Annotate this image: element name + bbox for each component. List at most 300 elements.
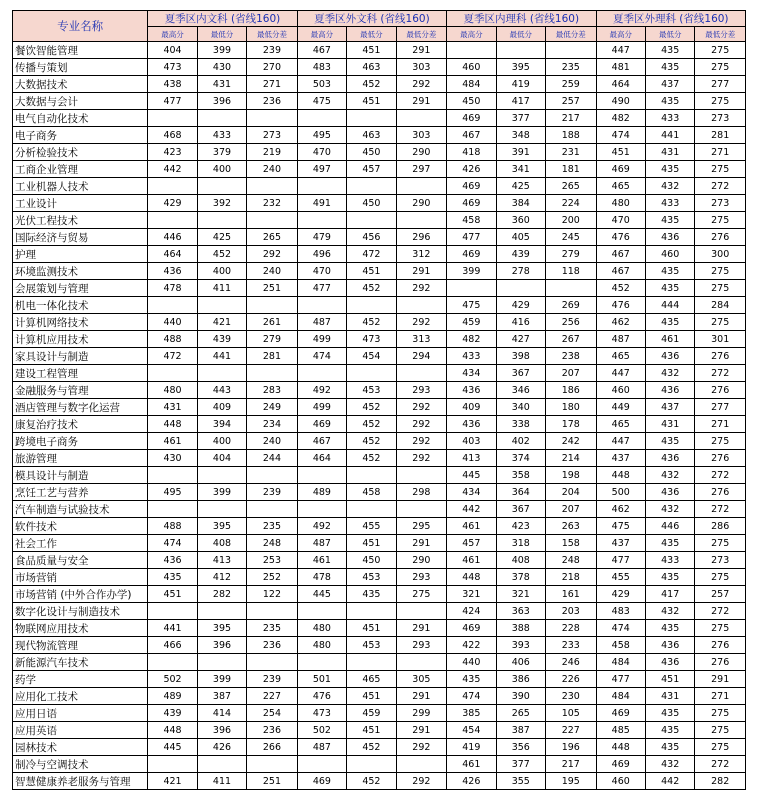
score-cell: 421: [148, 773, 197, 790]
score-cell: [247, 756, 297, 773]
score-cell: 465: [596, 178, 645, 195]
table-row: [13, 127, 746, 144]
score-cell: 275: [695, 263, 746, 280]
score-cell: 236: [247, 93, 297, 110]
score-cell: 469: [596, 756, 645, 773]
table-row: [13, 739, 746, 756]
score-cell: [148, 297, 197, 314]
score-cell: 483: [297, 59, 346, 76]
score-cell: 235: [247, 518, 297, 535]
score-cell: 406: [496, 654, 545, 671]
score-cell: 338: [496, 416, 545, 433]
score-cell: 265: [546, 178, 596, 195]
score-cell: 416: [496, 314, 545, 331]
score-cell: 451: [596, 144, 645, 161]
score-cell: 447: [596, 365, 645, 382]
major-name-cell: 计算机应用技术: [13, 331, 148, 348]
table-row: [13, 263, 746, 280]
score-cell: 275: [695, 280, 746, 297]
major-name-cell: 大数据技术: [13, 76, 148, 93]
score-cell: 403: [447, 433, 496, 450]
score-cell: [297, 297, 346, 314]
score-cell: 275: [695, 620, 746, 637]
score-cell: [148, 467, 197, 484]
table-row: [13, 110, 746, 127]
score-cell: 299: [396, 705, 446, 722]
admission-scores-table-wrapper: [12, 10, 746, 790]
score-cell: 207: [546, 365, 596, 382]
score-cell: 417: [496, 93, 545, 110]
score-cell: [197, 654, 246, 671]
score-cell: 292: [396, 433, 446, 450]
score-cell: 452: [347, 76, 396, 93]
score-cell: 360: [496, 212, 545, 229]
score-cell: 467: [297, 433, 346, 450]
score-cell: 480: [297, 637, 346, 654]
score-cell: 303: [396, 127, 446, 144]
score-cell: 435: [645, 212, 694, 229]
major-name-cell: 物联网应用技术: [13, 620, 148, 637]
score-cell: [396, 467, 446, 484]
score-cell: 419: [447, 739, 496, 756]
score-cell: 275: [695, 59, 746, 76]
major-name-cell: 应用英语: [13, 722, 148, 739]
score-cell: 473: [297, 705, 346, 722]
score-cell: 447: [596, 433, 645, 450]
table-row: [13, 297, 746, 314]
score-cell: 484: [596, 688, 645, 705]
score-cell: 434: [447, 484, 496, 501]
table-row: [13, 416, 746, 433]
table-row: [13, 93, 746, 110]
score-cell: 367: [496, 501, 545, 518]
major-name-cell: 酒店管理与数字化运营: [13, 399, 148, 416]
score-cell: 435: [148, 569, 197, 586]
score-cell: 436: [645, 654, 694, 671]
score-cell: 346: [496, 382, 545, 399]
score-cell: 466: [148, 637, 197, 654]
score-cell: 398: [496, 348, 545, 365]
score-cell: 321: [447, 586, 496, 603]
score-cell: [197, 178, 246, 195]
score-cell: 453: [347, 382, 396, 399]
score-cell: 439: [496, 246, 545, 263]
major-name-cell: 烹饪工艺与营养: [13, 484, 148, 501]
score-cell: 458: [447, 212, 496, 229]
score-cell: [347, 756, 396, 773]
score-cell: 195: [546, 773, 596, 790]
score-cell: 484: [596, 654, 645, 671]
score-cell: 489: [297, 484, 346, 501]
table-row: [13, 637, 746, 654]
score-cell: 451: [347, 42, 396, 59]
major-name-cell: 园林技术: [13, 739, 148, 756]
score-cell: 482: [447, 331, 496, 348]
score-cell: 469: [447, 246, 496, 263]
table-row: [13, 280, 746, 297]
table-row: [13, 144, 746, 161]
score-cell: 432: [645, 603, 694, 620]
score-cell: [396, 654, 446, 671]
score-cell: 437: [596, 535, 645, 552]
score-cell: 419: [496, 76, 545, 93]
score-cell: 445: [447, 467, 496, 484]
score-cell: 465: [347, 671, 396, 688]
score-cell: 440: [148, 314, 197, 331]
score-cell: 435: [645, 161, 694, 178]
major-name-cell: 护理: [13, 246, 148, 263]
score-cell: 387: [496, 722, 545, 739]
score-cell: 341: [496, 161, 545, 178]
score-cell: [148, 365, 197, 382]
score-cell: 218: [546, 569, 596, 586]
score-cell: 402: [496, 433, 545, 450]
score-cell: [496, 42, 545, 59]
score-cell: 477: [447, 229, 496, 246]
score-cell: [197, 756, 246, 773]
score-cell: 437: [645, 399, 694, 416]
score-cell: 217: [546, 110, 596, 127]
table-row: [13, 76, 746, 93]
score-cell: 467: [297, 42, 346, 59]
score-cell: 232: [247, 195, 297, 212]
score-cell: [297, 603, 346, 620]
score-cell: 441: [645, 127, 694, 144]
score-cell: 279: [247, 331, 297, 348]
score-cell: 469: [297, 773, 346, 790]
score-cell: 475: [596, 518, 645, 535]
score-cell: 379: [197, 144, 246, 161]
score-cell: 399: [447, 263, 496, 280]
score-cell: 424: [447, 603, 496, 620]
score-cell: [197, 212, 246, 229]
subheader-lowest-score: 最低分: [197, 27, 246, 42]
score-cell: [546, 42, 596, 59]
score-cell: 386: [496, 671, 545, 688]
table-row: [13, 688, 746, 705]
score-cell: 278: [496, 263, 545, 280]
score-cell: 399: [197, 484, 246, 501]
score-cell: 271: [247, 76, 297, 93]
score-cell: 207: [546, 501, 596, 518]
major-name-cell: 药学: [13, 671, 148, 688]
score-cell: 463: [347, 59, 396, 76]
major-name-cell: 会展策划与管理: [13, 280, 148, 297]
table-row: [13, 59, 746, 76]
score-cell: 436: [645, 382, 694, 399]
score-cell: 356: [496, 739, 545, 756]
major-name-cell: 分析检验技术: [13, 144, 148, 161]
score-cell: 188: [546, 127, 596, 144]
score-cell: [297, 467, 346, 484]
score-cell: 267: [546, 331, 596, 348]
table-row: [13, 348, 746, 365]
score-cell: 396: [197, 722, 246, 739]
score-cell: 251: [247, 773, 297, 790]
score-cell: 433: [645, 195, 694, 212]
score-cell: 464: [596, 76, 645, 93]
score-cell: 452: [197, 246, 246, 263]
score-cell: [297, 178, 346, 195]
score-cell: 275: [695, 722, 746, 739]
score-cell: 460: [447, 59, 496, 76]
score-cell: 275: [695, 161, 746, 178]
score-cell: 451: [148, 586, 197, 603]
score-cell: 275: [695, 535, 746, 552]
score-cell: 277: [695, 76, 746, 93]
score-cell: 413: [197, 552, 246, 569]
score-cell: 204: [546, 484, 596, 501]
table-row: [13, 620, 746, 637]
score-cell: 451: [347, 620, 396, 637]
score-cell: 263: [546, 518, 596, 535]
table-row: [13, 399, 746, 416]
score-cell: 395: [496, 59, 545, 76]
score-cell: 442: [447, 501, 496, 518]
score-cell: 435: [645, 59, 694, 76]
score-cell: 231: [546, 144, 596, 161]
score-cell: 496: [297, 246, 346, 263]
score-cell: [347, 178, 396, 195]
score-cell: 469: [447, 195, 496, 212]
score-cell: 279: [546, 246, 596, 263]
score-cell: 178: [546, 416, 596, 433]
score-cell: 432: [645, 467, 694, 484]
score-cell: 443: [197, 382, 246, 399]
score-cell: 230: [546, 688, 596, 705]
major-name-cell: 计算机网络技术: [13, 314, 148, 331]
score-cell: 435: [645, 569, 694, 586]
score-cell: 479: [297, 229, 346, 246]
score-cell: 226: [546, 671, 596, 688]
score-cell: 282: [197, 586, 246, 603]
score-cell: 297: [396, 161, 446, 178]
score-cell: 429: [148, 195, 197, 212]
score-cell: 291: [396, 535, 446, 552]
score-cell: 455: [596, 569, 645, 586]
score-cell: 502: [297, 722, 346, 739]
score-cell: 290: [396, 144, 446, 161]
score-cell: 459: [347, 705, 396, 722]
table-row: [13, 314, 746, 331]
score-cell: 367: [496, 365, 545, 382]
score-cell: 433: [645, 552, 694, 569]
score-cell: 259: [546, 76, 596, 93]
score-cell: 391: [496, 144, 545, 161]
major-name-cell: 跨境电子商务: [13, 433, 148, 450]
score-cell: 435: [645, 535, 694, 552]
score-cell: 399: [197, 42, 246, 59]
score-cell: [197, 603, 246, 620]
score-cell: 451: [347, 93, 396, 110]
score-cell: [396, 297, 446, 314]
table-row: [13, 501, 746, 518]
score-cell: 448: [596, 467, 645, 484]
score-cell: [347, 501, 396, 518]
major-name-cell: 餐饮智能管理: [13, 42, 148, 59]
score-cell: 453: [347, 637, 396, 654]
table-row: [13, 535, 746, 552]
score-cell: 291: [396, 620, 446, 637]
score-cell: 295: [396, 518, 446, 535]
score-cell: 273: [695, 195, 746, 212]
score-cell: 249: [247, 399, 297, 416]
score-cell: 271: [695, 144, 746, 161]
table-row: [13, 671, 746, 688]
group-header-summer-out-region-science: 夏季区外理科 (省线160): [596, 11, 746, 27]
score-cell: 281: [695, 127, 746, 144]
table-row: [13, 552, 746, 569]
table-row: [13, 365, 746, 382]
score-cell: [297, 756, 346, 773]
score-cell: 446: [645, 518, 694, 535]
score-cell: 272: [695, 603, 746, 620]
score-cell: [347, 654, 396, 671]
score-cell: 252: [247, 569, 297, 586]
group-header-summer-in-region-science: 夏季区内理科 (省线160): [447, 11, 596, 27]
score-cell: 435: [447, 671, 496, 688]
score-cell: 469: [297, 416, 346, 433]
score-cell: 437: [645, 76, 694, 93]
score-cell: 275: [695, 42, 746, 59]
major-name-cell: 家具设计与制造: [13, 348, 148, 365]
major-name-cell: 光伏工程技术: [13, 212, 148, 229]
score-cell: 400: [197, 161, 246, 178]
score-cell: [247, 110, 297, 127]
score-cell: 239: [247, 671, 297, 688]
major-name-cell: 旅游管理: [13, 450, 148, 467]
score-cell: 465: [596, 348, 645, 365]
score-cell: 180: [546, 399, 596, 416]
score-cell: 275: [695, 212, 746, 229]
score-cell: 234: [247, 416, 297, 433]
score-cell: 452: [347, 314, 396, 331]
score-cell: 453: [347, 569, 396, 586]
score-cell: 105: [546, 705, 596, 722]
score-cell: 186: [546, 382, 596, 399]
score-cell: 461: [447, 756, 496, 773]
score-cell: 393: [496, 637, 545, 654]
score-cell: 291: [396, 93, 446, 110]
score-cell: 418: [447, 144, 496, 161]
score-cell: 454: [447, 722, 496, 739]
score-cell: 240: [247, 433, 297, 450]
score-cell: 272: [695, 756, 746, 773]
score-cell: 455: [347, 518, 396, 535]
subheader-lowest-score-diff: 最低分差: [396, 27, 446, 42]
subheader-lowest-score-diff: 最低分差: [546, 27, 596, 42]
major-name-cell: 康复治疗技术: [13, 416, 148, 433]
major-name-cell: 大数据与会计: [13, 93, 148, 110]
score-cell: 436: [447, 382, 496, 399]
score-cell: 292: [396, 280, 446, 297]
score-cell: [247, 365, 297, 382]
major-name-cell: 电气自动化技术: [13, 110, 148, 127]
score-cell: 161: [546, 586, 596, 603]
score-cell: 432: [645, 756, 694, 773]
score-cell: 452: [347, 433, 396, 450]
score-cell: 438: [148, 76, 197, 93]
score-cell: 272: [695, 178, 746, 195]
score-cell: 395: [197, 518, 246, 535]
score-cell: 292: [247, 246, 297, 263]
score-cell: [197, 110, 246, 127]
score-cell: [447, 280, 496, 297]
score-cell: 432: [645, 178, 694, 195]
major-name-cell: 机电一体化技术: [13, 297, 148, 314]
score-cell: 474: [297, 348, 346, 365]
score-cell: 244: [247, 450, 297, 467]
score-cell: 291: [396, 42, 446, 59]
score-cell: [148, 501, 197, 518]
table-row: [13, 212, 746, 229]
score-cell: 451: [347, 688, 396, 705]
major-name-cell: 制冷与空调技术: [13, 756, 148, 773]
score-cell: 271: [695, 416, 746, 433]
score-cell: 499: [297, 331, 346, 348]
score-cell: 292: [396, 416, 446, 433]
score-cell: 291: [396, 263, 446, 280]
score-cell: 442: [148, 161, 197, 178]
score-cell: 469: [447, 110, 496, 127]
score-cell: 272: [695, 467, 746, 484]
score-cell: 246: [546, 654, 596, 671]
score-cell: 478: [148, 280, 197, 297]
score-cell: [496, 280, 545, 297]
score-cell: 467: [596, 246, 645, 263]
score-cell: 454: [347, 348, 396, 365]
score-cell: 364: [496, 484, 545, 501]
score-cell: 292: [396, 314, 446, 331]
score-cell: 461: [447, 552, 496, 569]
major-name-cell: 建设工程管理: [13, 365, 148, 382]
score-cell: 242: [546, 433, 596, 450]
major-name-cell: 汽车制造与试验技术: [13, 501, 148, 518]
table-row: [13, 518, 746, 535]
score-cell: 265: [496, 705, 545, 722]
major-name-cell: 电子商务: [13, 127, 148, 144]
major-name-cell: 模具设计与制造: [13, 467, 148, 484]
score-cell: 275: [396, 586, 446, 603]
score-cell: 430: [148, 450, 197, 467]
score-cell: 462: [596, 314, 645, 331]
score-cell: 265: [247, 229, 297, 246]
major-name-cell: 智慧健康养老服务与管理: [13, 773, 148, 790]
subheader-lowest-score: 最低分: [645, 27, 694, 42]
score-cell: 431: [148, 399, 197, 416]
score-cell: 321: [496, 586, 545, 603]
score-cell: 446: [148, 229, 197, 246]
score-cell: 217: [546, 756, 596, 773]
score-cell: 503: [297, 76, 346, 93]
score-cell: 440: [447, 654, 496, 671]
score-cell: [297, 365, 346, 382]
score-cell: 404: [148, 42, 197, 59]
major-name-cell: 国际经济与贸易: [13, 229, 148, 246]
score-cell: [297, 501, 346, 518]
score-cell: [247, 501, 297, 518]
major-name-cell: 数字化设计与制造技术: [13, 603, 148, 620]
score-cell: 492: [297, 518, 346, 535]
score-cell: 355: [496, 773, 545, 790]
score-cell: 408: [496, 552, 545, 569]
score-cell: [447, 42, 496, 59]
score-cell: 439: [197, 331, 246, 348]
score-cell: 451: [347, 722, 396, 739]
score-cell: 239: [247, 484, 297, 501]
score-cell: 409: [447, 399, 496, 416]
major-name-cell: 食品质量与安全: [13, 552, 148, 569]
